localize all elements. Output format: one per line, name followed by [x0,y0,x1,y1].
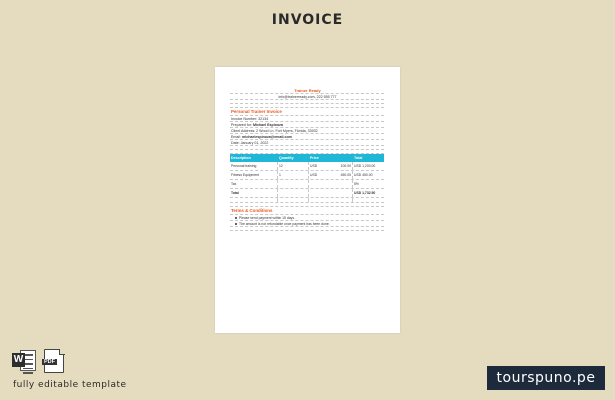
header-quantity: Quantity [279,156,294,160]
header-total: Total [354,156,363,160]
header-description: Description [231,156,251,160]
row-description: Fitness Equipment [230,171,278,179]
email-label: Email: [231,135,241,139]
email-value: michaelespinoza@email.com [242,135,292,139]
invoice-number: Invoice Number: 32134 [230,116,384,122]
row-quantity: 1 [278,171,309,179]
word-icon: W [12,349,38,373]
header-price: Price [310,156,319,160]
client-address: Client Address: 2 Wood Ln. Fort Myers, Florida, 33932 [230,128,384,134]
table-total-row [230,189,384,198]
row-description: Tax [230,180,278,188]
terms-item: The amount is not refundable once payment has been done. [230,221,384,227]
terms-title: Terms & Conditions [230,207,384,215]
prepared-for-name: Michael Espinoza [252,123,283,127]
table-row [230,180,384,189]
tagline: fully editable template [13,380,127,390]
row-price: USD 100.00 [310,164,351,168]
spacer-row [230,227,384,231]
invoice-content [230,88,384,231]
row-price [309,180,353,188]
row-quantity: 12 [278,162,309,170]
row-price: USD 450.00 [310,173,351,177]
total-value: USD 1,732.50 [354,191,376,195]
invoice-document [215,67,400,333]
company-name: Trainer Ready [230,88,384,94]
page-title: INVOICE [271,12,344,28]
brand-logo[interactable]: tourspuno.pe [487,366,605,390]
pdf-icon: PDF [44,349,64,373]
row-total: USD 450.00 [354,173,373,177]
invoice-date: Date: January 01, 2022 [230,140,384,146]
file-format-icons [12,349,64,373]
table-header [230,154,384,162]
row-quantity [278,180,309,188]
invoice-section-title: Personal Trainer Invoice [230,108,384,116]
row-description: Personal training [230,162,278,170]
table-row [230,162,384,171]
company-contact: info@trainerready.com, 222 555 777 [230,94,384,100]
terms-item: Please send payment within 15 days. [230,215,384,221]
row-total: USD 1,200.00 [354,164,376,168]
table-row [230,171,384,180]
prepared-for-label: Prepared for: [231,123,252,127]
row-total: 5% [354,182,359,186]
total-label: Total [230,189,278,197]
